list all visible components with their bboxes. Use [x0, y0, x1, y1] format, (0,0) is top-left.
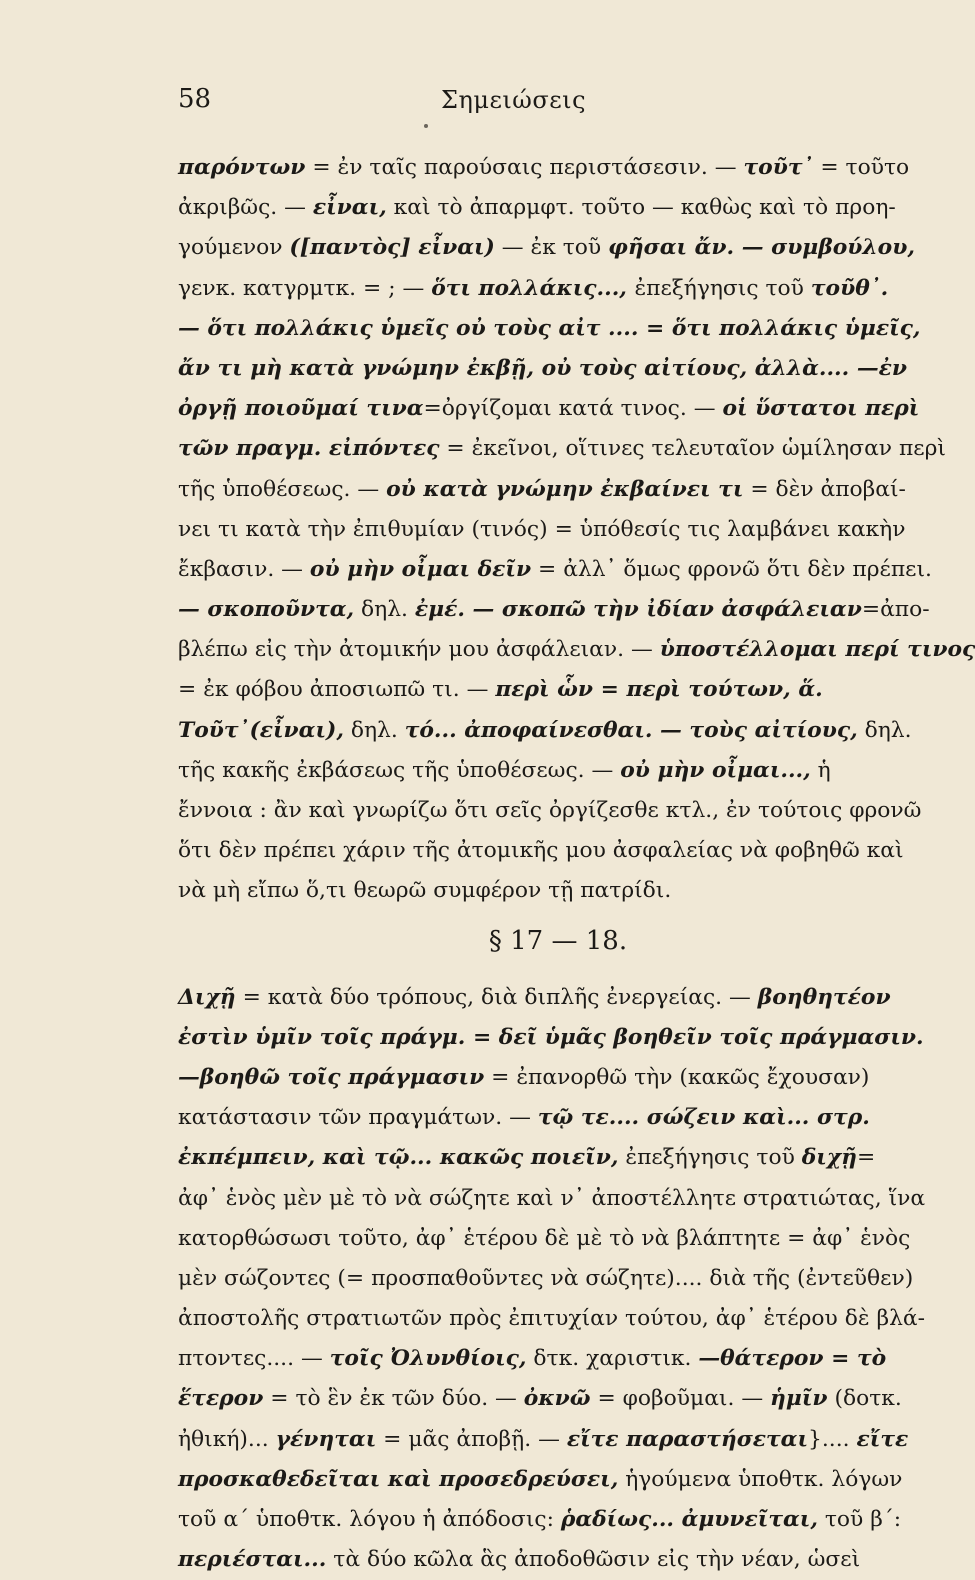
text-line [178, 711, 928, 751]
commentary-text: ἐπεξήγησις τοῦ [634, 275, 811, 301]
commentary-text: βλέπω εἰς τὴν ἀτομικήν μου ἀσφάλειαν. — [178, 637, 660, 663]
greek-lemma: οὐ μὴν οἶμαι..., [620, 757, 811, 783]
text-line [178, 228, 928, 268]
text-line [178, 1379, 928, 1419]
page-number: 58 [178, 84, 212, 114]
text-line [178, 590, 928, 630]
text-line [178, 871, 928, 911]
text-line [178, 1540, 928, 1580]
greek-lemma: εἴτε παραστήσεται [566, 1426, 809, 1452]
text-line [178, 1219, 928, 1259]
text-line [178, 188, 928, 228]
commentary-text: — ἐκ τοῦ [494, 235, 609, 261]
commentary-text: τῆς ὑποθέσεως. — [178, 476, 387, 502]
text-line [178, 1179, 928, 1219]
commentary-text: δηλ. [354, 597, 415, 623]
commentary-text: = μᾶς ἀποβῇ. — [376, 1426, 567, 1452]
text-line [178, 1420, 928, 1460]
commentary-text: ἀποστολῆς στρατιωτῶν πρὸς ἐπιτυχίαν τούτου, ἀφ᾽ ἑτέρου δὲ βλά- [178, 1306, 925, 1332]
notes-section-1 [178, 148, 975, 912]
ink-speck [424, 124, 428, 128]
greek-lemma: ἐμέ. — σκοπῶ τὴν ἰδίαν ἀσφάλειαν [414, 597, 862, 623]
commentary-text: = ἀλλ᾽ ὅμως φρονῶ ὅτι δὲν πρέπει. [531, 556, 932, 582]
greek-lemma: ὀργῇ ποιοῦμαί τινα [178, 396, 424, 422]
greek-lemma: εἴτε [856, 1426, 909, 1452]
commentary-text: = δὲν ἀποβαί- [743, 476, 906, 502]
text-line [178, 978, 928, 1018]
greek-lemma: τό... ἀποφαίνεσθαι. — τοὺς αἰτίους, [404, 717, 858, 743]
text-line [178, 309, 928, 349]
greek-lemma: περιέσται... [178, 1547, 327, 1573]
commentary-text: κατάστασιν τῶν πραγμάτων. — [178, 1105, 538, 1131]
commentary-text: (δοτκ. [827, 1386, 902, 1412]
greek-lemma: φῆσαι ἄν. — συμβούλου, [608, 235, 915, 261]
greek-lemma: ἄν τι μὴ κατὰ γνώμην ἐκβῇ, οὐ τοὺς αἰτίους, ἀλλὰ.... —ἐν [178, 355, 907, 381]
greek-lemma: ἕτερον [178, 1386, 264, 1412]
text-line [178, 1339, 928, 1379]
commentary-text: νὰ μὴ εἴπω ὅ,τι θεωρῶ συμφέρον τῇ πατρίδι. [178, 878, 672, 904]
commentary-text: γούμενον [178, 235, 290, 261]
text-line [178, 389, 928, 429]
commentary-text: ἡγούμενα ὑποθτκ. λόγων [618, 1466, 903, 1492]
greek-lemma: ἐκπέμπειν, καὶ τῷ... κακῶς ποιεῖν, [178, 1145, 619, 1171]
greek-lemma: προσκαθεδεῖται καὶ προσεδρεύσει, [178, 1466, 619, 1492]
commentary-text: νει τι κατὰ τὴν ἐπιθυμίαν (τινός) = ὑπόθεσίς τις λαμβάνει κακὴν [178, 516, 906, 542]
greek-lemma: γένηται [275, 1426, 377, 1452]
text-line [178, 791, 928, 831]
commentary-text: καὶ τὸ ἀπαρμφτ. τοῦτο — καθὼς καὶ τὸ προη- [386, 195, 896, 221]
greek-lemma: ὅτι πολλάκις..., [431, 275, 635, 301]
commentary-text: κατορθώσωσι τοῦτο, ἀφ᾽ ἑτέρου δὲ μὲ τὸ νὰ βλάπτητε = ἀφ᾽ ἑνὸς [178, 1225, 911, 1251]
text-line [178, 1259, 928, 1299]
text-line [178, 510, 928, 550]
greek-lemma: ὀκνῶ [523, 1386, 591, 1412]
greek-lemma: ἡμῖν [770, 1386, 828, 1412]
greek-lemma: οὐ κατὰ γνώμην ἐκβαίνει τι [386, 476, 744, 502]
notes-body [178, 148, 975, 1580]
commentary-text: = τὸ ἓν ἐκ τῶν δύο. — [263, 1386, 524, 1412]
commentary-text: = ἐκ φόβου ἀποσιωπῶ τι. — [178, 677, 496, 703]
commentary-text: τοῦ β΄: [817, 1507, 902, 1532]
commentary-text: = ἐν ταῖς παρούσαις περιστάσεσιν. — [305, 155, 744, 180]
greek-lemma: παρόντων [178, 155, 306, 180]
commentary-text: τῆς κακῆς ἐκβάσεως τῆς ὑποθέσεως. — [178, 757, 621, 783]
section-heading: § 17 — 18. [488, 925, 628, 956]
commentary-text: = κατὰ δύο τρόπους, διὰ διπλῆς ἐνεργείας. — [235, 984, 758, 1010]
commentary-text: = ἐκεῖνοι, οἵτινες τελευταῖον ὡμίλησαν περὶ [439, 436, 946, 462]
greek-lemma: Τοῦτ᾽(εἶναι), [178, 717, 344, 743]
commentary-text: δτκ. χαριστικ. [526, 1346, 699, 1372]
greek-lemma: Διχῇ [178, 984, 236, 1010]
commentary-text: ἡ [810, 757, 831, 783]
text-line [178, 349, 928, 389]
commentary-text: =ὀργίζομαι κατά τινος. — [423, 396, 723, 422]
text-line [178, 148, 928, 188]
commentary-text: = φοβοῦμαι. — [590, 1386, 771, 1412]
text-line [178, 1058, 928, 1098]
greek-lemma: — ὅτι πολλάκις ὑμεῖς οὐ τοὺς αἰτ .... = ὅτι πολλάκις ὑμεῖς, [178, 315, 921, 341]
commentary-text: δηλ. [857, 717, 912, 743]
greek-lemma: τοῦθ᾽. [810, 275, 889, 301]
text-line [178, 1018, 928, 1058]
commentary-text: = ἐπανορθῶ τὴν (κακῶς ἔχουσαν) [484, 1064, 870, 1090]
greek-lemma: εἶναι, [312, 195, 387, 221]
text-line [178, 1299, 928, 1339]
greek-lemma: τοῦτ᾽ [743, 155, 814, 180]
greek-lemma: ([παντὸς] εἶναι) [289, 235, 495, 261]
commentary-text: ἐπεξήγησις τοῦ [618, 1145, 802, 1171]
commentary-text: ἀφ᾽ ἑνὸς μὲν μὲ τὸ νὰ σώζητε καὶ ν᾽ ἀποστέλλητε στρατιώτας, ἵνα [178, 1185, 926, 1211]
commentary-text: ἔννοια : ἂν καὶ γνωρίζω ὅτι σεῖς ὀργίζεσθε κτλ., ἐν τούτοις φρονῶ [178, 798, 922, 823]
notes-section-2 [178, 978, 928, 1580]
greek-lemma: —θάτερον = τὸ [698, 1346, 887, 1372]
commentary-text: πτοντες.... — [178, 1346, 330, 1372]
commentary-text: =ἀπο- [861, 597, 930, 623]
text-line [178, 670, 928, 710]
text-line [178, 1098, 928, 1138]
text-line [178, 470, 928, 510]
text-line [178, 1500, 928, 1540]
greek-lemma: περὶ ὧν = περὶ τούτων, ἅ. [495, 677, 823, 703]
commentary-text: = [857, 1145, 876, 1171]
text-line [178, 831, 928, 871]
greek-lemma: ἐστὶν ὑμῖν τοῖς πράγμ. = δεῖ ὑμᾶς βοηθεῖν τοῖς πράγμασιν. [178, 1024, 924, 1050]
text-line [178, 1460, 928, 1500]
commentary-text: }.... [808, 1426, 857, 1452]
commentary-text: ἀκριβῶς. — [178, 195, 313, 221]
greek-lemma: τῶν πραγμ. εἰπόντες [178, 436, 440, 462]
text-line [178, 429, 946, 469]
greek-lemma: οὐ μὴν οἶμαι δεῖν [309, 556, 532, 582]
commentary-text: μὲν σώζοντες (= προσπαθοῦντες νὰ σώζητε).... διὰ τῆς (ἐντεῦθεν) [178, 1265, 914, 1291]
text-line [178, 550, 932, 590]
commentary-text: ἔκβασιν. — [178, 556, 310, 582]
text-line [178, 751, 928, 791]
greek-lemma: βοηθητέον [757, 984, 891, 1010]
commentary-text: = τοῦτο [813, 155, 910, 180]
greek-lemma: διχῇ [801, 1145, 858, 1171]
greek-lemma: τοῖς Ὀλυνθίοις, [329, 1346, 527, 1372]
text-line [178, 269, 928, 309]
running-title: Σημειώσεις [441, 86, 587, 114]
greek-lemma: ῥαδίως... ἀμυνεῖται, [560, 1507, 818, 1532]
commentary-text: τὰ δύο κῶλα ἃς ἀποδοθῶσιν εἰς τὴν νέαν, ὡσεὶ [326, 1547, 861, 1573]
commentary-text: τοῦ α΄ ὑποθτκ. λόγου ἡ ἀπόδοσις: [178, 1507, 561, 1532]
text-line [178, 1138, 928, 1178]
commentary-text: ὅτι δὲν πρέπει χάριν τῆς ἀτομικῆς μου ἀσφαλείας νὰ φοβηθῶ καὶ [178, 838, 904, 864]
greek-lemma: —βοηθῶ τοῖς πράγμασιν [178, 1064, 485, 1090]
greek-lemma: οἱ ὕστατοι περὶ [722, 396, 920, 422]
greek-lemma: — σκοποῦντα, [178, 597, 355, 623]
commentary-text: δηλ. [343, 717, 405, 743]
page-header [178, 84, 928, 124]
greek-lemma: ὑποστέλλομαι περί τινος [659, 637, 975, 663]
greek-lemma: τῷ τε.... σώζειν καὶ... στρ. [537, 1105, 870, 1131]
commentary-text: ἠθική)... [178, 1426, 276, 1452]
commentary-text: γενκ. κατγρμτκ. = ; — [178, 275, 432, 301]
text-line [178, 630, 975, 670]
